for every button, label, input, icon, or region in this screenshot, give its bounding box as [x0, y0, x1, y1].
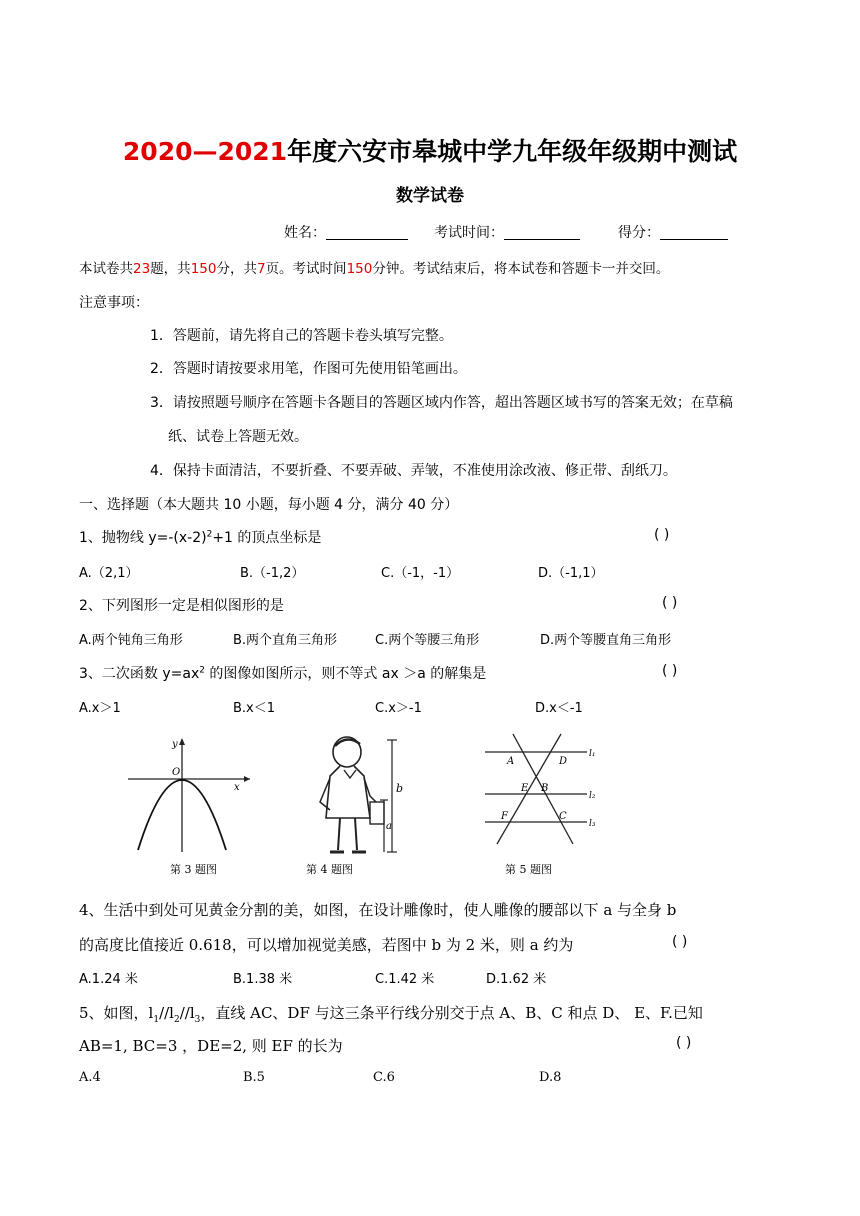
- intro-part: 题，共: [150, 261, 191, 277]
- fig5-label-e: E: [521, 783, 529, 794]
- q5-text: 5、如图，l: [79, 1004, 154, 1022]
- score-field[interactable]: [618, 222, 728, 242]
- question-5-line-1: [79, 1002, 703, 1025]
- fig3-x-label: x: [234, 782, 240, 793]
- q4-option-a[interactable]: A.1.24 米: [79, 972, 138, 987]
- fig3-caption: 第 3 题图: [170, 863, 217, 876]
- notice-item: 4．保持卡面清洁，不要折叠、不要弄破、弄皱，不准使用涂改液、修正带、刮纸刀。: [150, 463, 677, 479]
- fig4-left-leg: [338, 818, 340, 850]
- q2-option-d[interactable]: D.两个等腰直角三角形: [540, 633, 672, 648]
- notice-item: 2．答题时请按要求用笔，作图可先使用铅笔画出。: [150, 361, 467, 377]
- fig5-caption: 第 5 题图: [505, 863, 552, 876]
- fig5-line-df: [497, 734, 561, 844]
- q5-option-a[interactable]: A.4: [79, 1070, 101, 1085]
- q1-text: 1、抛物线 y=-(x-2): [79, 530, 207, 546]
- q3-option-b[interactable]: B.x＜1: [233, 701, 276, 716]
- figure-5: [475, 730, 605, 882]
- q1-answer-paren[interactable]: ( ): [654, 527, 670, 543]
- time-field[interactable]: [434, 222, 580, 242]
- page-subtitle: 数学试卷: [396, 186, 464, 206]
- q3-text: 3、二次函数 y=ax: [79, 666, 200, 682]
- fig5-label-d: D: [559, 756, 568, 767]
- page-title: [0, 132, 860, 168]
- notice-item: 1．答题前，请先将自己的答题卡卷头填写完整。: [150, 328, 453, 344]
- time-label: 考试时间：: [434, 225, 504, 241]
- fig4-caption: 第 4 题图: [306, 863, 353, 876]
- question-1: [79, 527, 321, 547]
- intro-points: 150: [190, 261, 217, 277]
- q4-option-c[interactable]: C.1.42 米: [375, 972, 435, 987]
- intro-part: 分钟。考试结束后，将本试卷和答题卡一并交回。: [372, 261, 670, 277]
- q3-text: 的图像如图所示，则不等式 ax ＞a 的解集是: [204, 666, 487, 682]
- q4-answer-paren[interactable]: ( ): [672, 934, 688, 950]
- figure-3: [120, 732, 260, 882]
- q4-option-b[interactable]: B.1.38 米: [233, 972, 293, 987]
- fig5-label-l1: l₁: [589, 749, 596, 759]
- notice-item: 纸、试卷上答题无效。: [168, 429, 308, 445]
- fig3-y-label: y: [172, 739, 178, 750]
- fig5-label-l2: l₂: [589, 791, 596, 801]
- q5-subscript: 2: [173, 1015, 180, 1025]
- question-2: 2、下列图形一定是相似图形的是: [79, 598, 284, 614]
- name-blank[interactable]: [326, 225, 408, 240]
- question-3: [79, 663, 486, 683]
- time-blank[interactable]: [504, 225, 580, 240]
- intro-pages: 7: [256, 261, 266, 277]
- intro-text: [79, 257, 669, 277]
- fig5-label-c: C: [559, 811, 567, 822]
- fig4-right-leg: [355, 818, 357, 850]
- q5-answer-paren[interactable]: ( ): [676, 1035, 692, 1051]
- score-blank[interactable]: [660, 225, 728, 240]
- fig5-label-a: A: [507, 756, 515, 767]
- intro-minutes: 150: [346, 261, 373, 277]
- title-text: 年度六安市皋城中学九年级年级期中测试: [287, 137, 738, 166]
- q2-option-c[interactable]: C.两个等腰三角形: [375, 633, 480, 648]
- q5-subscript: 3: [194, 1015, 201, 1025]
- fig5-label-l3: l₃: [589, 819, 596, 829]
- question-4-line-2: 的高度比值接近 0.618，可以增加视觉美感，若图中 b 为 2 米，则 a 约为: [79, 936, 574, 954]
- fig4-b-label: b: [396, 782, 404, 795]
- q5-text: //l: [179, 1004, 195, 1022]
- score-label: 得分：: [618, 225, 660, 241]
- fig4-collar: [344, 770, 356, 778]
- q1-option-d[interactable]: D.（-1,1）: [538, 566, 604, 581]
- q3-option-c[interactable]: C.x＞-1: [375, 701, 422, 716]
- figure-4: [300, 732, 420, 882]
- section-heading: 一、选择题（本大题共 10 小题，每小题 4 分，满分 40 分）: [79, 497, 459, 513]
- q3-option-a[interactable]: A.x＞1: [79, 701, 121, 716]
- intro-part: 页。考试时间: [265, 261, 347, 277]
- q5-option-c[interactable]: C.6: [373, 1070, 395, 1085]
- q5-text: ，直线 AC、DF 与这三条平行线分别交于点 A、B、C 和点 D、 E、F.已知: [200, 1004, 703, 1022]
- notice-heading: 注意事项：: [79, 295, 149, 311]
- fig3-x-arrow: [244, 776, 250, 782]
- intro-part: 分，共: [216, 261, 257, 277]
- question-4-line-1: 4、生活中到处可见黄金分割的美，如图，在设计雕像时，使人雕像的腰部以下 a 与全身 b: [79, 901, 677, 919]
- intro-question-count: 23: [133, 261, 151, 277]
- fig4-bag: [370, 802, 384, 824]
- name-field[interactable]: [284, 222, 408, 242]
- q5-subscript: 1: [153, 1015, 160, 1025]
- q2-option-b[interactable]: B.两个直角三角形: [233, 633, 338, 648]
- q2-answer-paren[interactable]: ( ): [662, 595, 678, 611]
- q5-option-d[interactable]: D.8: [539, 1070, 562, 1085]
- q5-text: //l: [159, 1004, 174, 1022]
- fig3-origin-label: O: [172, 767, 181, 778]
- q1-option-b[interactable]: B.（-1,2）: [240, 566, 305, 581]
- q4-option-d[interactable]: D.1.62 米: [486, 972, 547, 987]
- q3-option-d[interactable]: D.x＜-1: [535, 701, 583, 716]
- q1-option-a[interactable]: A.（2,1）: [79, 566, 139, 581]
- fig5-label-f: F: [501, 811, 508, 822]
- fig4-body: [326, 766, 370, 818]
- q5-option-b[interactable]: B.5: [243, 1070, 265, 1085]
- q3-answer-paren[interactable]: ( ): [662, 663, 678, 679]
- intro-part: 本试卷共: [79, 261, 133, 277]
- q1-text: +1 的顶点坐标是: [212, 530, 322, 546]
- question-5-line-2: AB=1, BC=3 ，DE=2, 则 EF 的长为: [79, 1037, 343, 1055]
- notice-item: 3．请按照题号顺序在答题卡各题目的答题区域内作答，超出答题区域书写的答案无效；在草稿: [150, 395, 733, 411]
- title-years: 2020—2021: [122, 137, 288, 166]
- q3-exponent: 2: [199, 665, 205, 676]
- q2-option-a[interactable]: A.两个钝角三角形: [79, 633, 183, 648]
- name-label: 姓名：: [284, 225, 326, 241]
- fig5-label-b: B: [541, 783, 549, 794]
- q1-exponent: 2: [206, 529, 213, 540]
- fig4-a-label: a: [386, 821, 392, 832]
- q1-option-c[interactable]: C.（-1，-1）: [381, 566, 460, 581]
- fig3-y-arrow: [179, 738, 185, 745]
